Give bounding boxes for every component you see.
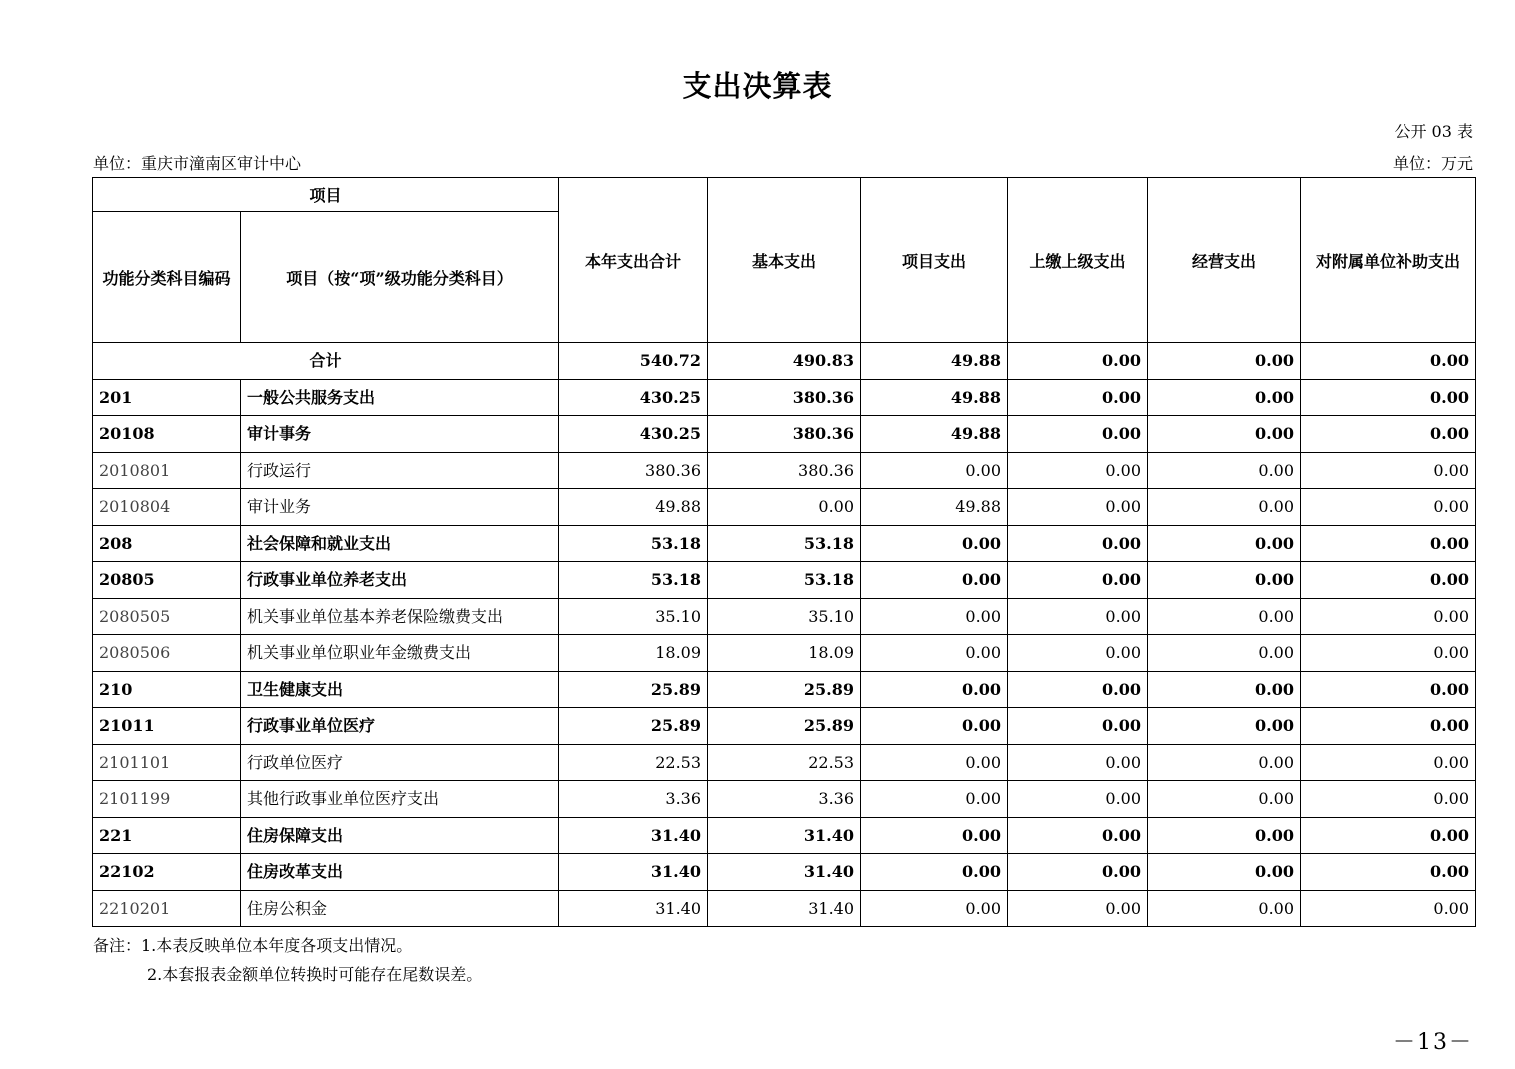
cell-code: 201 [93,379,241,416]
cell-upper: 0.00 [1008,744,1148,781]
cell-business: 0.00 [1148,744,1301,781]
total-label: 合计 [93,343,559,380]
table-row [93,452,1476,489]
table-row [93,525,1476,562]
cell-total: 53.18 [559,562,708,599]
cell-project: 0.00 [861,781,1008,818]
header-code: 功能分类科目编码 [93,212,241,343]
cell-subsidy: 0.00 [1301,525,1476,562]
header-upper: 上缴上级支出 [1008,178,1148,343]
cell-basic: 3.36 [708,781,861,818]
cell-basic: 53.18 [708,562,861,599]
cell-upper: 0.00 [1008,379,1148,416]
cell-subsidy: 0.00 [1301,817,1476,854]
table-number: 公开 03 表 [1394,122,1473,141]
table-row [93,635,1476,672]
cell-total: 53.18 [559,525,708,562]
cell-upper: 0.00 [1008,598,1148,635]
note-1: 备注：1.本表反映单位本年度各项支出情况。 [93,936,413,955]
cell-subsidy: 0.00 [1301,379,1476,416]
cell-upper: 0.00 [1008,708,1148,745]
cell-code: 2101101 [93,744,241,781]
cell-total: 31.40 [559,854,708,891]
table-row [93,781,1476,818]
cell-project: 0.00 [861,744,1008,781]
cell-project: 0.00 [861,525,1008,562]
cell-code: 21011 [93,708,241,745]
cell-code: 2210201 [93,890,241,927]
cell-project: 49.88 [861,379,1008,416]
cell-project: 49.88 [861,416,1008,453]
cell-code: 221 [93,817,241,854]
cell-basic: 25.89 [708,671,861,708]
table-row [93,598,1476,635]
cell-code: 2080505 [93,598,241,635]
cell-project: 0.00 [861,890,1008,927]
cell-project: 0.00 [861,598,1008,635]
cell-project: 0.00 [861,817,1008,854]
cell-code: 20108 [93,416,241,453]
cell-project: 49.88 [861,489,1008,526]
cell-name: 住房公积金 [241,890,559,927]
cell-total: 31.40 [559,817,708,854]
cell-total: 25.89 [559,671,708,708]
cell-project: 0.00 [861,708,1008,745]
cell-subsidy: 0.00 [1301,562,1476,599]
table-row [93,817,1476,854]
header-project: 项目支出 [861,178,1008,343]
cell-basic: 18.09 [708,635,861,672]
cell-basic: 22.53 [708,744,861,781]
cell-name: 一般公共服务支出 [241,379,559,416]
cell-name: 卫生健康支出 [241,671,559,708]
cell-total: 35.10 [559,598,708,635]
cell-basic: 380.36 [708,416,861,453]
total-cell-total: 540.72 [559,343,708,380]
cell-business: 0.00 [1148,525,1301,562]
cell-code: 2010804 [93,489,241,526]
cell-subsidy: 0.00 [1301,744,1476,781]
cell-basic: 53.18 [708,525,861,562]
cell-code: 2080506 [93,635,241,672]
header-subsidy: 对附属单位补助支出 [1301,178,1476,343]
cell-basic: 380.36 [708,379,861,416]
cell-business: 0.00 [1148,817,1301,854]
cell-project: 0.00 [861,452,1008,489]
total-cell-upper: 0.00 [1008,343,1148,380]
cell-basic: 31.40 [708,890,861,927]
cell-upper: 0.00 [1008,671,1148,708]
cell-code: 208 [93,525,241,562]
cell-total: 430.25 [559,379,708,416]
unit-organization: 单位：重庆市潼南区审计中心 [93,154,302,173]
table-row [93,854,1476,891]
cell-total: 430.25 [559,416,708,453]
table-row [93,890,1476,927]
cell-business: 0.00 [1148,635,1301,672]
cell-code: 2101199 [93,781,241,818]
table-row [93,489,1476,526]
cell-upper: 0.00 [1008,525,1148,562]
header-total: 本年支出合计 [559,178,708,343]
cell-name: 行政事业单位医疗 [241,708,559,745]
cell-upper: 0.00 [1008,890,1148,927]
cell-business: 0.00 [1148,598,1301,635]
cell-code: 2010801 [93,452,241,489]
cell-total: 31.40 [559,890,708,927]
cell-upper: 0.00 [1008,854,1148,891]
total-cell-project: 49.88 [861,343,1008,380]
cell-subsidy: 0.00 [1301,708,1476,745]
cell-name: 行政单位医疗 [241,744,559,781]
cell-name: 审计事务 [241,416,559,453]
cell-name: 机关事业单位基本养老保险缴费支出 [241,598,559,635]
cell-business: 0.00 [1148,489,1301,526]
table-row [93,416,1476,453]
cell-project: 0.00 [861,671,1008,708]
cell-code: 210 [93,671,241,708]
cell-upper: 0.00 [1008,817,1148,854]
cell-code: 22102 [93,854,241,891]
total-cell-subsidy: 0.00 [1301,343,1476,380]
cell-code: 20805 [93,562,241,599]
total-cell-basic: 490.83 [708,343,861,380]
table-row [93,708,1476,745]
cell-business: 0.00 [1148,854,1301,891]
total-row [93,343,1476,380]
cell-upper: 0.00 [1008,635,1148,672]
cell-name: 住房改革支出 [241,854,559,891]
cell-name: 审计业务 [241,489,559,526]
cell-business: 0.00 [1148,562,1301,599]
cell-basic: 25.89 [708,708,861,745]
expenditure-table [92,177,1476,927]
cell-business: 0.00 [1148,671,1301,708]
cell-name: 机关事业单位职业年金缴费支出 [241,635,559,672]
page-title: 支出决算表 [682,69,833,103]
cell-name: 其他行政事业单位医疗支出 [241,781,559,818]
cell-upper: 0.00 [1008,781,1148,818]
cell-total: 380.36 [559,452,708,489]
cell-name: 行政事业单位养老支出 [241,562,559,599]
table-row [93,744,1476,781]
table-row [93,562,1476,599]
page-number: －13－ [1393,1030,1473,1055]
header-name: 项目（按“项”级功能分类科目） [241,212,559,343]
cell-upper: 0.00 [1008,562,1148,599]
cell-project: 0.00 [861,562,1008,599]
cell-name: 社会保障和就业支出 [241,525,559,562]
cell-project: 0.00 [861,635,1008,672]
cell-project: 0.00 [861,854,1008,891]
cell-business: 0.00 [1148,781,1301,818]
header-basic: 基本支出 [708,178,861,343]
cell-subsidy: 0.00 [1301,452,1476,489]
cell-business: 0.00 [1148,379,1301,416]
table-row [93,379,1476,416]
cell-name: 住房保障支出 [241,817,559,854]
cell-total: 3.36 [559,781,708,818]
cell-subsidy: 0.00 [1301,598,1476,635]
cell-subsidy: 0.00 [1301,781,1476,818]
cell-subsidy: 0.00 [1301,854,1476,891]
cell-basic: 0.00 [708,489,861,526]
table-row [93,671,1476,708]
cell-business: 0.00 [1148,452,1301,489]
cell-upper: 0.00 [1008,452,1148,489]
cell-business: 0.00 [1148,416,1301,453]
cell-total: 25.89 [559,708,708,745]
cell-basic: 31.40 [708,817,861,854]
cell-upper: 0.00 [1008,416,1148,453]
cell-subsidy: 0.00 [1301,671,1476,708]
cell-business: 0.00 [1148,890,1301,927]
cell-subsidy: 0.00 [1301,416,1476,453]
total-cell-business: 0.00 [1148,343,1301,380]
cell-upper: 0.00 [1008,489,1148,526]
cell-subsidy: 0.00 [1301,489,1476,526]
cell-name: 行政运行 [241,452,559,489]
cell-basic: 31.40 [708,854,861,891]
cell-basic: 35.10 [708,598,861,635]
cell-subsidy: 0.00 [1301,635,1476,672]
cell-total: 22.53 [559,744,708,781]
cell-subsidy: 0.00 [1301,890,1476,927]
unit-currency: 单位：万元 [1392,154,1473,173]
header-business: 经营支出 [1148,178,1301,343]
header-project-group: 项目 [93,178,559,212]
note-2: 2.本套报表金额单位转换时可能存在尾数误差。 [147,965,483,984]
cell-basic: 380.36 [708,452,861,489]
cell-total: 18.09 [559,635,708,672]
cell-total: 49.88 [559,489,708,526]
cell-business: 0.00 [1148,708,1301,745]
